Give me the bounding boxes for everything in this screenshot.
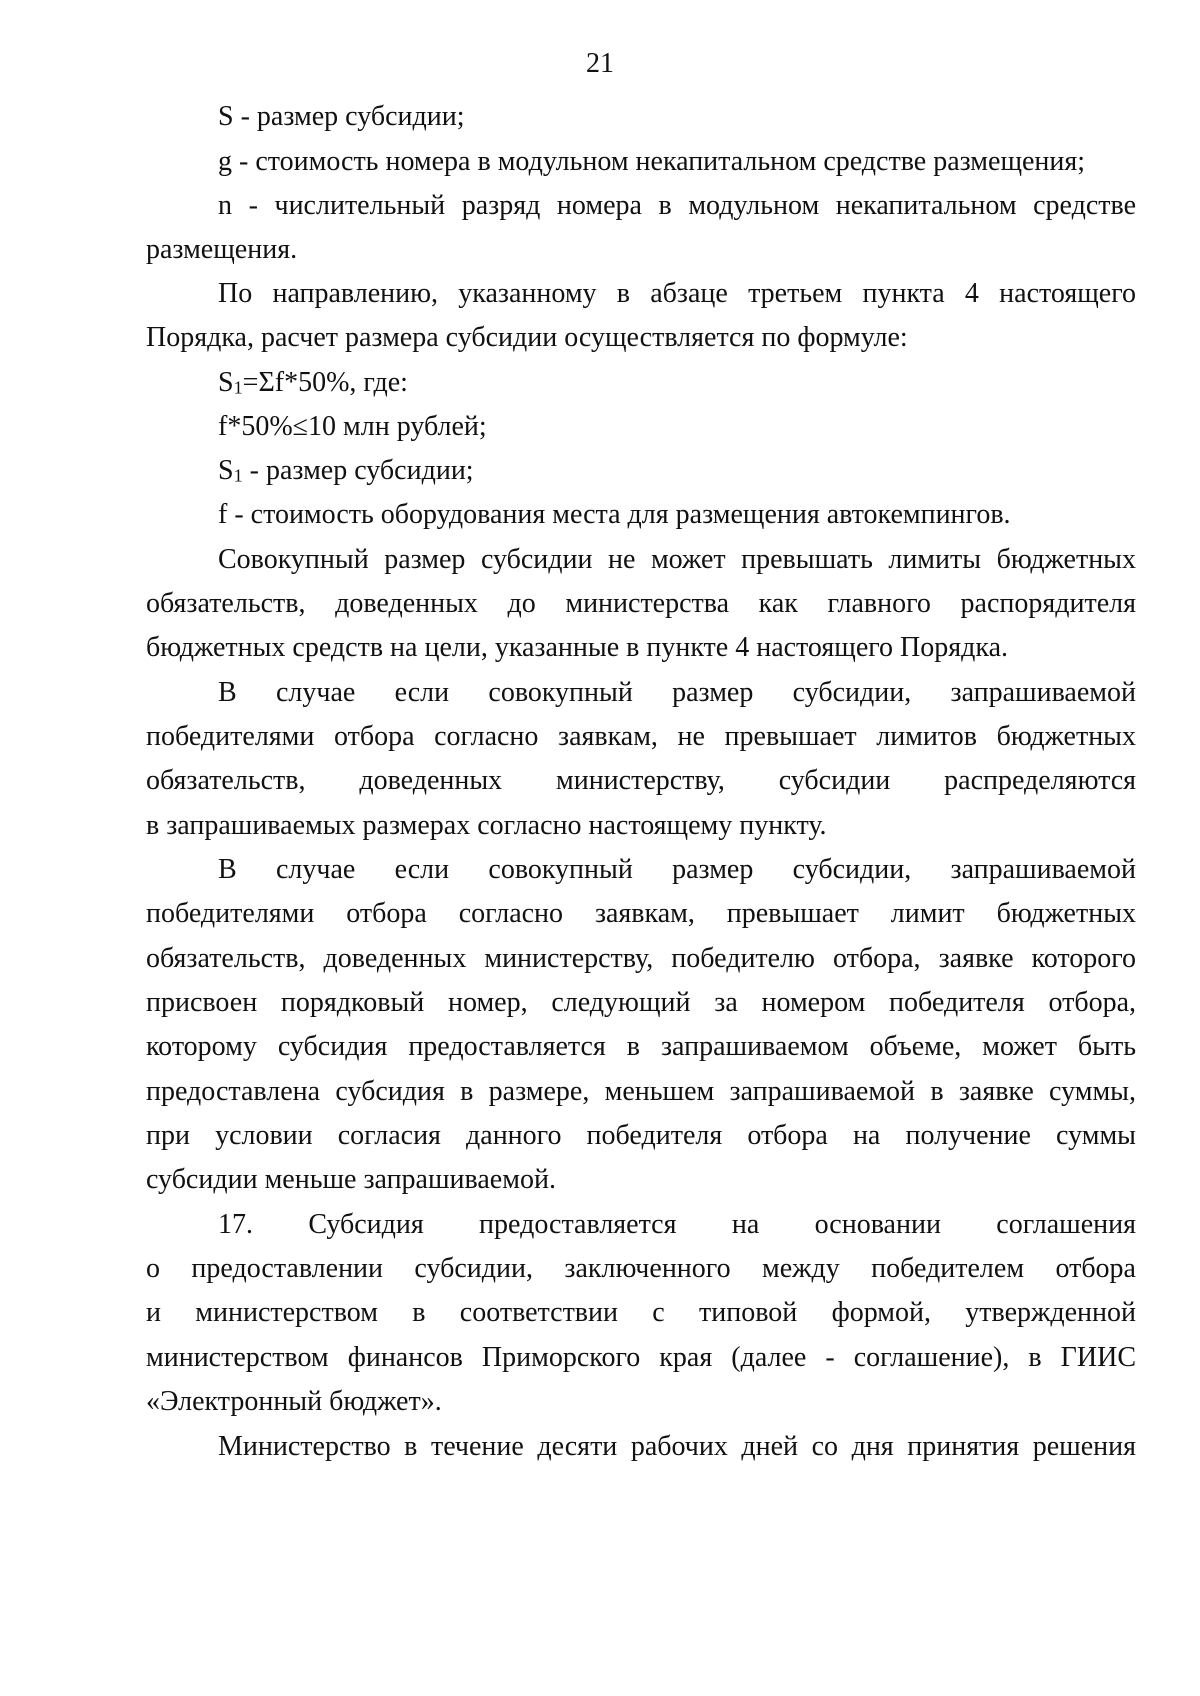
paragraph-17-line2: о предоставлении субсидии, заключенного между победителем отбора (146, 1253, 1136, 1284)
paragraph-case2-line1: В случае если совокупный размер субсидии, запрашиваемой (218, 854, 1136, 885)
paragraph-case2-line5: которому субсидия предоставляется в запрашиваемом объеме, может быть (146, 1031, 1136, 1062)
paragraph-17-line5: «Электронный бюджет». (146, 1386, 442, 1417)
page-number: 21 (586, 48, 614, 79)
definition-n-line2: размещения. (146, 234, 298, 265)
formula-s1: $S_1=\Sigma f*50\%$, где: (218, 367, 408, 398)
paragraph-ministry-line1: Министерство в течение десяти рабочих дней со дня принятия решения (218, 1431, 1136, 1462)
paragraph-17-line1: 17. Субсидия предоставляется на основании соглашения (218, 1209, 1136, 1240)
paragraph-case2-line4: присвоен порядковый номер, следующий за номером победителя отбора, (146, 987, 1136, 1018)
formula-constraint: f*50%≤10 млн рублей; (218, 411, 487, 442)
paragraph-case2-line6: предоставлена субсидия в размере, меньшем запрашиваемой в заявке суммы, (146, 1076, 1136, 1107)
paragraph-case1-line3: обязательств, доведенных министерству, субсидии распределяются (146, 765, 1136, 796)
paragraph-direction-line1: По направлению, указанному в абзаце третьем пункта 4 настоящего (218, 278, 1136, 309)
paragraph-case2-line8: субсидии меньше запрашиваемой. (146, 1164, 556, 1195)
paragraph-case1-line2: победителями отбора согласно заявкам, не превышает лимитов бюджетных (146, 721, 1136, 752)
paragraph-case1-line1: В случае если совокупный размер субсидии, запрашиваемой (218, 677, 1136, 708)
paragraph-direction-line2: Порядка, расчет размера субсидии осуществляется по формуле: (146, 322, 908, 353)
paragraph-17-line3: и министерством в соответствии с типовой формой, утвержденной (146, 1297, 1136, 1328)
definition-s: S - размер субсидии; (218, 101, 465, 132)
definition-s1: $S_1$ - размер субсидии; (218, 455, 474, 486)
paragraph-case2-line3: обязательств, доведенных министерству, победителю отбора, заявке которого (146, 943, 1136, 974)
paragraph-case2-line2: победителями отбора согласно заявкам, превышает лимит бюджетных (146, 898, 1136, 929)
paragraph-total-line2: обязательств, доведенных до министерства как главного распорядителя (146, 588, 1136, 619)
paragraph-total-line1: Совокупный размер субсидии не может превышать лимиты бюджетных (218, 544, 1136, 575)
paragraph-case1-line4: в запрашиваемых размерах согласно настоящему пункту. (146, 810, 827, 841)
definition-g: g - стоимость номера в модульном некапитальном средстве размещения; (218, 146, 1086, 177)
definition-f: f - стоимость оборудования места для размещения автокемпингов. (218, 499, 1011, 530)
paragraph-total-line3: бюджетных средств на цели, указанные в пункте 4 настоящего Порядка. (146, 632, 1008, 663)
definition-n-line1: n - числительный разряд номера в модульном некапитальном средстве (218, 190, 1136, 221)
paragraph-case2-line7: при условии согласия данного победителя отбора на получение суммы (146, 1120, 1136, 1151)
paragraph-17-line4: министерством финансов Приморского края (далее - соглашение), в ГИИС (146, 1342, 1136, 1373)
